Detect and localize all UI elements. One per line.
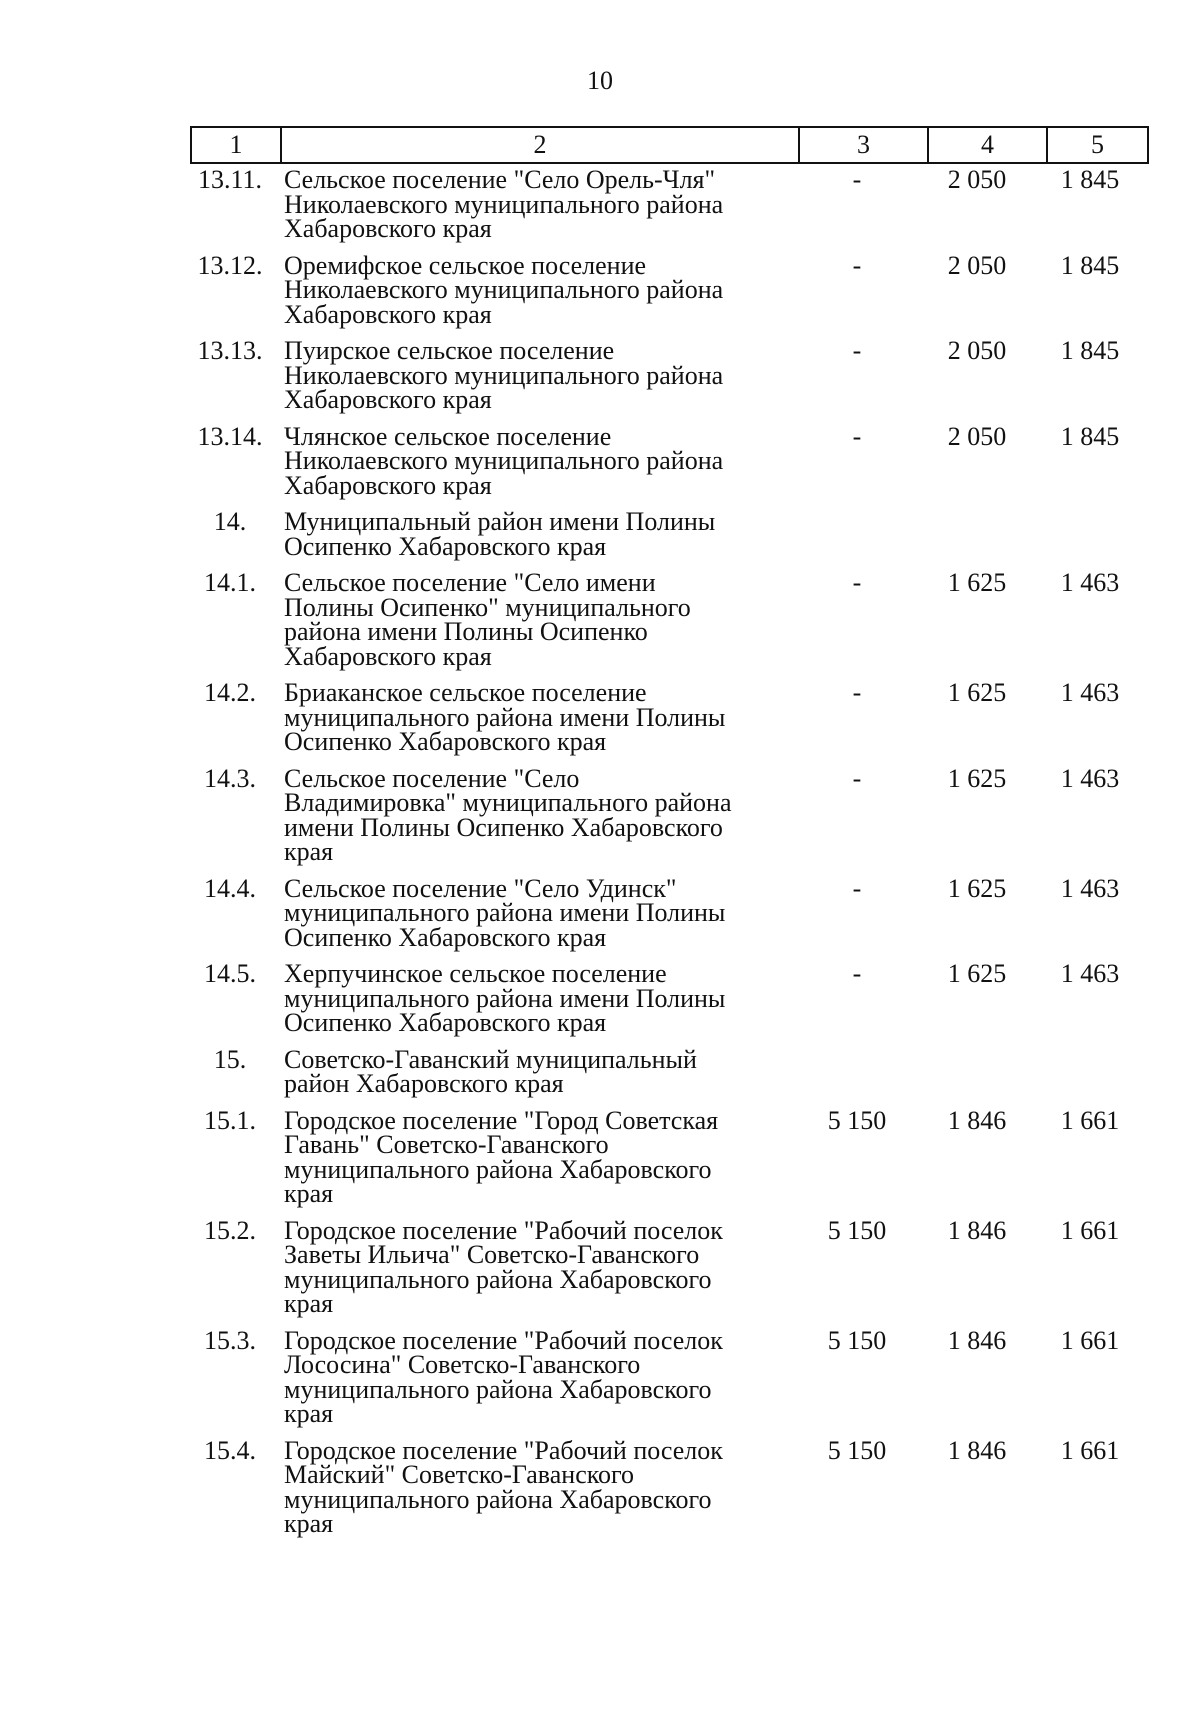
row-value-5: 1 661 [1060, 1215, 1120, 1245]
row-number: 14.2. [204, 678, 256, 707]
row-number: 15.1. [204, 1105, 256, 1135]
row-number: 14.4. [204, 873, 256, 903]
row-number: 13.14. [197, 421, 263, 451]
row-name: Сельское поселение "Село Удинск" муниципального района имени Полины Осипенко Хабаровского края [284, 873, 726, 952]
row-value-5: 1 463 [1060, 678, 1120, 707]
table-row [190, 568, 1150, 671]
row-number: 15.4. [204, 1435, 256, 1465]
row-name: Оремифское сельское поселение Николаевского муниципального района Хабаровского края [284, 250, 724, 329]
row-value-4: 1 625 [947, 763, 1007, 793]
table-row [190, 421, 1150, 500]
row-value-4: 1 846 [947, 1215, 1007, 1245]
row-name: Сельское поселение "Село Владимировка" муниципального района имени Полины Осипенко Хабаровского края [284, 763, 732, 866]
row-value-5: 1 463 [1060, 959, 1120, 988]
row-value-4: 2 050 [947, 250, 1007, 280]
column-header-table [190, 126, 1149, 164]
row-number: 15. [213, 1044, 247, 1074]
row-name: Сельское поселение "Село имени Полины Осипенко" муниципального района имени Полины Осипенко Хабаровского края [284, 568, 691, 671]
table-row [190, 959, 1150, 1037]
row-number: 15.3. [204, 1325, 256, 1355]
row-value-5: 1 463 [1060, 763, 1120, 793]
row-number: 13.11. [197, 165, 263, 194]
row-value-4: 2 050 [947, 421, 1007, 451]
table-row [190, 165, 1150, 243]
row-value-3: 5 150 [827, 1105, 887, 1135]
row-value-5: 1 463 [1060, 568, 1120, 597]
row-number: 14.5. [204, 959, 256, 988]
row-value-3: 5 150 [827, 1435, 887, 1465]
column-header-3: 3 [799, 127, 928, 163]
table-body [190, 165, 1150, 1549]
row-number: 13.13. [197, 336, 263, 365]
row-name: Городское поселение "Рабочий поселок Майский" Советско-Гаванского муниципального района Хабаровского края [284, 1435, 723, 1538]
table-row [190, 336, 1150, 414]
row-name: Советско-Гаванский муниципальный район Хабаровского края [284, 1044, 697, 1098]
row-value-4: 2 050 [947, 336, 1007, 365]
row-name: Городское поселение "Рабочий поселок Лососина" Советско-Гаванского муниципального района Хабаровского края [284, 1325, 723, 1428]
row-value-5: 1 845 [1060, 165, 1120, 194]
row-value-4: 1 846 [947, 1105, 1007, 1135]
row-name: Городское поселение "Город Советская Гавань" Советско-Гаванского муниципального района Хабаровского края [284, 1105, 719, 1208]
row-value-4: 1 625 [947, 678, 1007, 707]
row-number: 13.12. [197, 250, 263, 280]
row-name: Городское поселение "Рабочий поселок Заветы Ильича" Советско-Гаванского муниципального района Хабаровского края [284, 1215, 723, 1318]
row-number: 14. [213, 507, 247, 536]
row-value-3: - [852, 763, 862, 793]
row-value-5: 1 463 [1060, 873, 1120, 903]
row-value-5: 1 661 [1060, 1435, 1120, 1465]
table-row [190, 873, 1150, 952]
table-row [190, 1105, 1150, 1208]
row-number: 15.2. [204, 1215, 256, 1245]
row-name: Муниципальный район имени Полины Осипенко Хабаровского края [284, 507, 716, 561]
page-number: 10 [587, 66, 613, 95]
row-value-4: 1 625 [947, 959, 1007, 988]
column-header-row [191, 127, 1148, 163]
row-number: 14.1. [204, 568, 256, 597]
column-header-1: 1 [191, 127, 281, 163]
row-value-3: - [852, 250, 862, 280]
column-header-4: 4 [928, 127, 1047, 163]
table-row [190, 1044, 1150, 1098]
row-value-3: - [852, 678, 862, 707]
row-value-4: 1 625 [947, 873, 1007, 903]
row-value-5: 1 661 [1060, 1325, 1120, 1355]
column-header-2: 2 [281, 127, 799, 163]
row-value-3: 5 150 [827, 1215, 887, 1245]
row-value-5: 1 661 [1060, 1105, 1120, 1135]
row-name: Херпучинское сельское поселение муниципального района имени Полины Осипенко Хабаровского края [284, 959, 726, 1037]
table-row [190, 1325, 1150, 1428]
row-value-3: - [852, 336, 862, 365]
row-name: Сельское поселение "Село Орель-Чля" Николаевского муниципального района Хабаровского края [284, 165, 724, 243]
row-value-4: 1 846 [947, 1325, 1007, 1355]
row-value-4: 1 625 [947, 568, 1007, 597]
row-value-3: - [852, 165, 862, 194]
table-row [190, 1435, 1150, 1538]
row-number: 14.3. [204, 763, 256, 793]
table-row [190, 763, 1150, 866]
row-value-3: - [852, 421, 862, 451]
row-value-3: - [852, 873, 862, 903]
row-value-4: 1 846 [947, 1435, 1007, 1465]
table-row [190, 678, 1150, 756]
row-value-3: 5 150 [827, 1325, 887, 1355]
column-header-5: 5 [1047, 127, 1148, 163]
table-row [190, 507, 1150, 561]
row-value-4: 2 050 [947, 165, 1007, 194]
row-value-3: - [852, 568, 862, 597]
row-name: Пуирское сельское поселение Николаевского муниципального района Хабаровского края [284, 336, 724, 414]
table-row [190, 1215, 1150, 1318]
table-row [190, 250, 1150, 329]
row-value-5: 1 845 [1060, 336, 1120, 365]
row-value-5: 1 845 [1060, 250, 1120, 280]
row-name: Бриаканское сельское поселение муниципального района имени Полины Осипенко Хабаровского края [284, 678, 726, 756]
row-name: Члянское сельское поселение Николаевского муниципального района Хабаровского края [284, 421, 724, 500]
row-value-5: 1 845 [1060, 421, 1120, 451]
row-value-3: - [852, 959, 862, 988]
